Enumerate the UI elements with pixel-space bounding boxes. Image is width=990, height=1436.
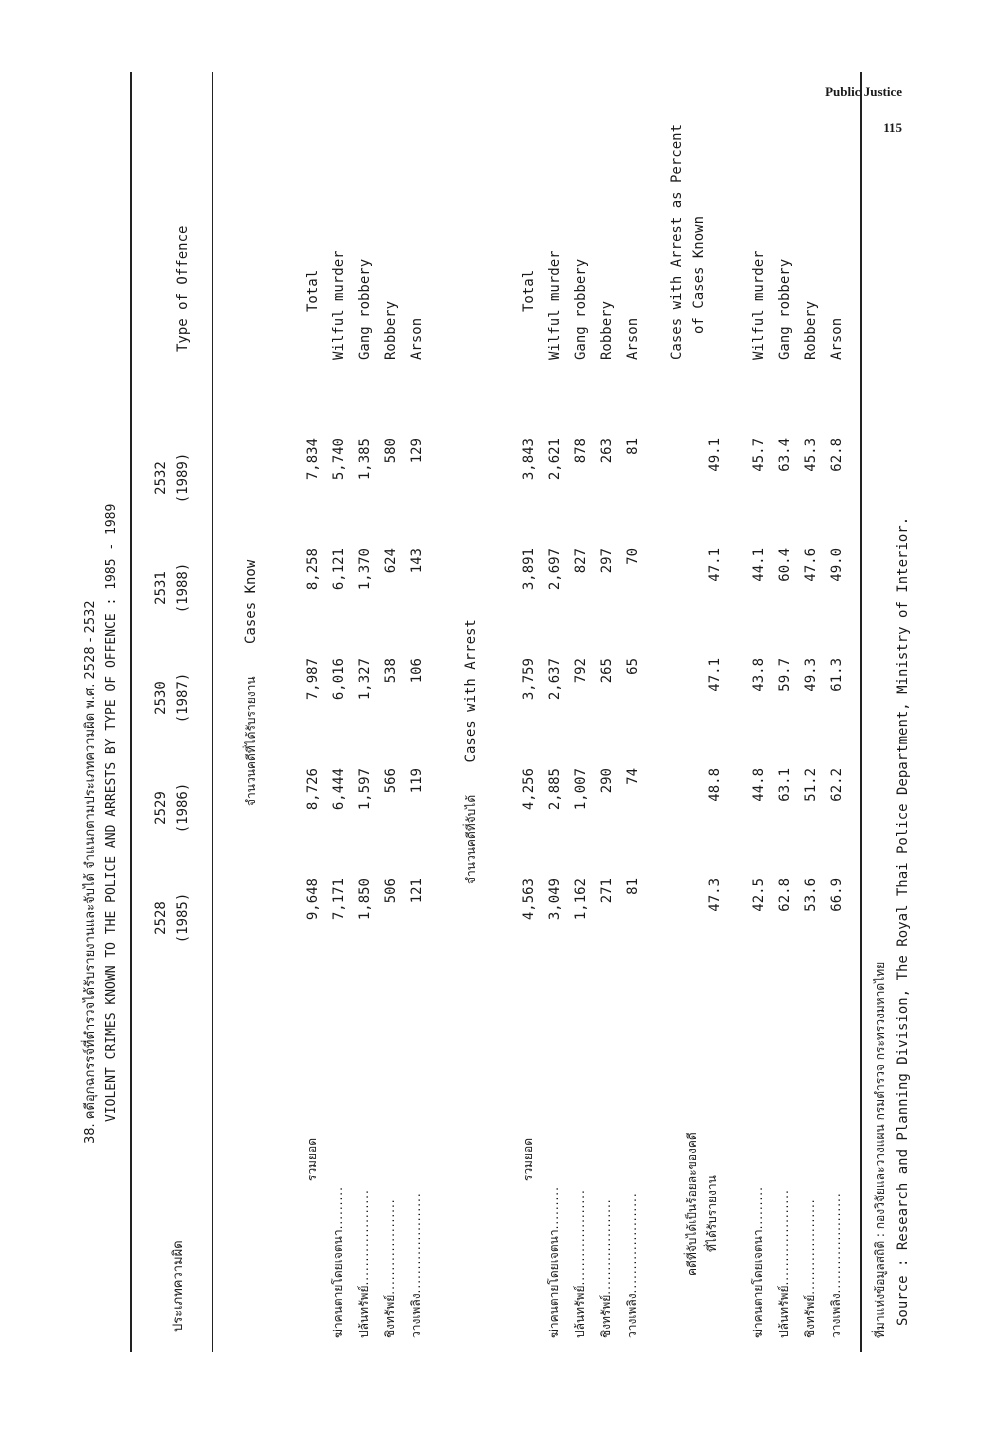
cell: 1,162 bbox=[573, 878, 589, 921]
row-label-thai: ฆ่าคนตายโดยเจตนา......... bbox=[331, 1186, 345, 1338]
cell: 60.4 bbox=[777, 548, 793, 582]
cell: 63.1 bbox=[777, 768, 793, 802]
cell: 9,648 bbox=[305, 878, 321, 921]
rotated-table bbox=[83, 72, 920, 1352]
section-heading-thai-line1: คดีที่จับได้เป็นร้อยละของคดี bbox=[685, 1132, 699, 1276]
cell: 7,834 bbox=[305, 438, 321, 481]
cell: 59.7 bbox=[777, 658, 793, 692]
cell: 271 bbox=[599, 878, 615, 904]
row-label-english: Arson bbox=[409, 317, 425, 360]
year-header bbox=[154, 768, 190, 848]
year-be: 2530 bbox=[153, 681, 169, 715]
cell: 47.1 bbox=[707, 548, 723, 582]
cell: 2,697 bbox=[547, 548, 563, 591]
cell: 106 bbox=[409, 658, 425, 684]
cell: 2,637 bbox=[547, 658, 563, 701]
cell: 66.9 bbox=[829, 878, 845, 912]
table-row bbox=[522, 72, 548, 1352]
cell: 6,444 bbox=[331, 768, 347, 811]
year-ce: (1989) bbox=[175, 452, 191, 504]
cell: 44.8 bbox=[751, 768, 767, 802]
cell: 1,327 bbox=[357, 658, 373, 701]
row-label-english: Robbery bbox=[599, 300, 615, 360]
row-label-english: Total bbox=[521, 269, 537, 312]
cell: 81 bbox=[625, 438, 641, 455]
table-row bbox=[306, 72, 332, 1352]
cell: 4,563 bbox=[521, 878, 537, 921]
cell: 62.8 bbox=[777, 878, 793, 912]
row-label-thai: ปล้นทรัพย์.................... bbox=[573, 1189, 587, 1338]
section-heading-english-line2: of Cases Known bbox=[691, 215, 707, 334]
cell: 297 bbox=[599, 548, 615, 574]
cell: 45.7 bbox=[751, 438, 767, 472]
cell: 119 bbox=[409, 768, 425, 794]
year-ce: (1985) bbox=[175, 892, 191, 944]
section-heading-thai: จำนวนคดีที่ได้รับรายงาน bbox=[244, 676, 258, 806]
year-header bbox=[154, 438, 190, 518]
section-heading-english: Cases with Arrest bbox=[463, 619, 479, 763]
cell: 624 bbox=[383, 548, 399, 574]
cell: 6,121 bbox=[331, 548, 347, 591]
year-ce: (1987) bbox=[175, 672, 191, 724]
column-header-english: Type of Offence bbox=[175, 225, 191, 352]
cell: 61.3 bbox=[829, 658, 845, 692]
cell: 49.3 bbox=[803, 658, 819, 692]
section-heading-thai: จำนวนคดีที่จับได้ bbox=[464, 794, 478, 884]
year-ce: (1988) bbox=[175, 562, 191, 614]
table-row bbox=[410, 72, 436, 1352]
row-label-english: Gang robbery bbox=[573, 258, 589, 360]
cell: 62.2 bbox=[829, 768, 845, 802]
cell: 62.8 bbox=[829, 438, 845, 472]
cell: 1,597 bbox=[357, 768, 373, 811]
cell: 43.8 bbox=[751, 658, 767, 692]
cell: 47.6 bbox=[803, 548, 819, 582]
cell: 47.3 bbox=[707, 878, 723, 912]
table-row bbox=[332, 72, 358, 1352]
cell: 1,385 bbox=[357, 438, 373, 481]
cell: 265 bbox=[599, 658, 615, 684]
cell: 70 bbox=[625, 548, 641, 565]
source-note bbox=[874, 517, 910, 1338]
table-row bbox=[574, 72, 600, 1352]
year-be: 2532 bbox=[153, 461, 169, 495]
row-label-thai: วางเพลิง..................... bbox=[409, 1192, 423, 1338]
year-header bbox=[154, 658, 190, 738]
cell: 580 bbox=[383, 438, 399, 464]
source-note-thai: ที่มาแห่งข้อมูลสถิติ : กองวิจัยและวางแผน กรมตำรวจ กระทรวงมหาดไทย bbox=[873, 961, 887, 1338]
cell: 49.1 bbox=[707, 438, 723, 472]
cell: 7,171 bbox=[331, 878, 347, 921]
row-label-english: Arson bbox=[625, 317, 641, 360]
cell: 1,007 bbox=[573, 768, 589, 811]
year-be: 2531 bbox=[153, 571, 169, 605]
column-header-thai: ประเภทความผิด bbox=[171, 1240, 186, 1332]
cell: 792 bbox=[573, 658, 589, 684]
table-row bbox=[384, 72, 410, 1352]
row-label-thai: ชิงทรัพย์.................... bbox=[803, 1198, 817, 1338]
cell: 3,049 bbox=[547, 878, 563, 921]
cell: 566 bbox=[383, 768, 399, 794]
page-number: 115 bbox=[883, 120, 902, 135]
row-label-thai: รวมยอด bbox=[521, 1138, 535, 1182]
cell: 3,843 bbox=[521, 438, 537, 481]
row-label-thai: ฆ่าคนตายโดยเจตนา......... bbox=[547, 1186, 561, 1338]
cell: 3,891 bbox=[521, 548, 537, 591]
cell: 49.0 bbox=[829, 548, 845, 582]
row-label-thai: ปล้นทรัพย์.................... bbox=[357, 1189, 371, 1338]
section-heading-english-line1: Cases with Arrest as Percent bbox=[669, 123, 685, 360]
row-label-english: Total bbox=[305, 269, 321, 312]
cell: 827 bbox=[573, 548, 589, 574]
row-label-thai: วางเพลิง..................... bbox=[829, 1192, 843, 1338]
table-title-thai: 38. คดีอุกฉกรรจ์ที่ตำรวจได้รับรายงานและจับได้ จำแนกตามประเภทความผิด พ.ศ. 2528 - 2532 bbox=[83, 600, 98, 1144]
cell: 2,885 bbox=[547, 768, 563, 811]
section-heading-cases-known bbox=[244, 560, 258, 806]
cell: 7,987 bbox=[305, 658, 321, 701]
top-rule bbox=[130, 72, 132, 1352]
cell: 2,621 bbox=[547, 438, 563, 481]
table-row bbox=[600, 72, 626, 1352]
section-heading-cases-with-arrest bbox=[464, 619, 478, 884]
row-label-thai: วางเพลิง..................... bbox=[625, 1192, 639, 1338]
table-row bbox=[752, 72, 778, 1352]
running-head-section: Public Justice bbox=[825, 84, 902, 99]
row-label-thai: ชิงทรัพย์.................... bbox=[599, 1198, 613, 1338]
year-header bbox=[154, 548, 190, 628]
table-row bbox=[358, 72, 384, 1352]
table-title-english: VIOLENT CRIMES KNOWN TO THE POLICE AND ARRESTS BY TYPE OF OFFENCE : 1985 - 1989 bbox=[104, 503, 119, 1122]
cell: 1,370 bbox=[357, 548, 373, 591]
row-label-english: Wilful murder bbox=[751, 250, 767, 360]
year-header bbox=[154, 878, 190, 958]
cell: 6,016 bbox=[331, 658, 347, 701]
header-rule bbox=[212, 72, 213, 1352]
cell: 81 bbox=[625, 878, 641, 895]
row-label-thai: ชิงทรัพย์.................... bbox=[383, 1198, 397, 1338]
table-title bbox=[84, 504, 118, 1144]
row-label-english: Arson bbox=[829, 317, 845, 360]
table-row bbox=[548, 72, 574, 1352]
cell: 53.6 bbox=[803, 878, 819, 912]
table-row bbox=[830, 72, 856, 1352]
year-be: 2528 bbox=[153, 901, 169, 935]
cell: 4,256 bbox=[521, 768, 537, 811]
cell: 63.4 bbox=[777, 438, 793, 472]
cell: 74 bbox=[625, 768, 641, 785]
cell: 45.3 bbox=[803, 438, 819, 472]
cell: 143 bbox=[409, 548, 425, 574]
table-row bbox=[626, 72, 652, 1352]
cell: 506 bbox=[383, 878, 399, 904]
cell: 129 bbox=[409, 438, 425, 464]
cell: 65 bbox=[625, 658, 641, 675]
cell: 5,740 bbox=[331, 438, 347, 481]
row-label-thai: รวมยอด bbox=[305, 1138, 319, 1182]
cell: 44.1 bbox=[751, 548, 767, 582]
year-ce: (1986) bbox=[175, 782, 191, 834]
cell: 263 bbox=[599, 438, 615, 464]
row-label-english: Robbery bbox=[383, 300, 399, 360]
source-note-english: Source : Research and Planning Division, The Royal Thai Police Department, Ministry of Interior. bbox=[895, 516, 911, 1326]
cell: 8,258 bbox=[305, 548, 321, 591]
section-heading-english bbox=[670, 124, 706, 360]
section-heading-thai-line2: ที่ได้รับรายงาน bbox=[705, 1175, 719, 1252]
row-label-english: Wilful murder bbox=[331, 250, 347, 360]
cell: 3,759 bbox=[521, 658, 537, 701]
cell: 51.2 bbox=[803, 768, 819, 802]
cell: 47.1 bbox=[707, 658, 723, 692]
row-label-thai: ปล้นทรัพย์.................... bbox=[777, 1189, 791, 1338]
row-label-thai: ฆ่าคนตายโดยเจตนา......... bbox=[751, 1186, 765, 1338]
cell: 8,726 bbox=[305, 768, 321, 811]
cell: 48.8 bbox=[707, 768, 723, 802]
row-label-english: Wilful murder bbox=[547, 250, 563, 360]
cell: 42.5 bbox=[751, 878, 767, 912]
table-row bbox=[804, 72, 830, 1352]
table-row-overall-percent bbox=[705, 72, 734, 1352]
row-label-english: Robbery bbox=[803, 300, 819, 360]
cell: 290 bbox=[599, 768, 615, 794]
table-row bbox=[778, 72, 804, 1352]
year-be: 2529 bbox=[153, 791, 169, 825]
bottom-rule bbox=[860, 72, 862, 1352]
cell: 538 bbox=[383, 658, 399, 684]
cell: 1,850 bbox=[357, 878, 373, 921]
cell: 121 bbox=[409, 878, 425, 904]
cell: 878 bbox=[573, 438, 589, 464]
row-label-english: Gang robbery bbox=[777, 258, 793, 360]
section-heading-english: Cases Know bbox=[243, 559, 259, 644]
row-label-english: Gang robbery bbox=[357, 258, 373, 360]
